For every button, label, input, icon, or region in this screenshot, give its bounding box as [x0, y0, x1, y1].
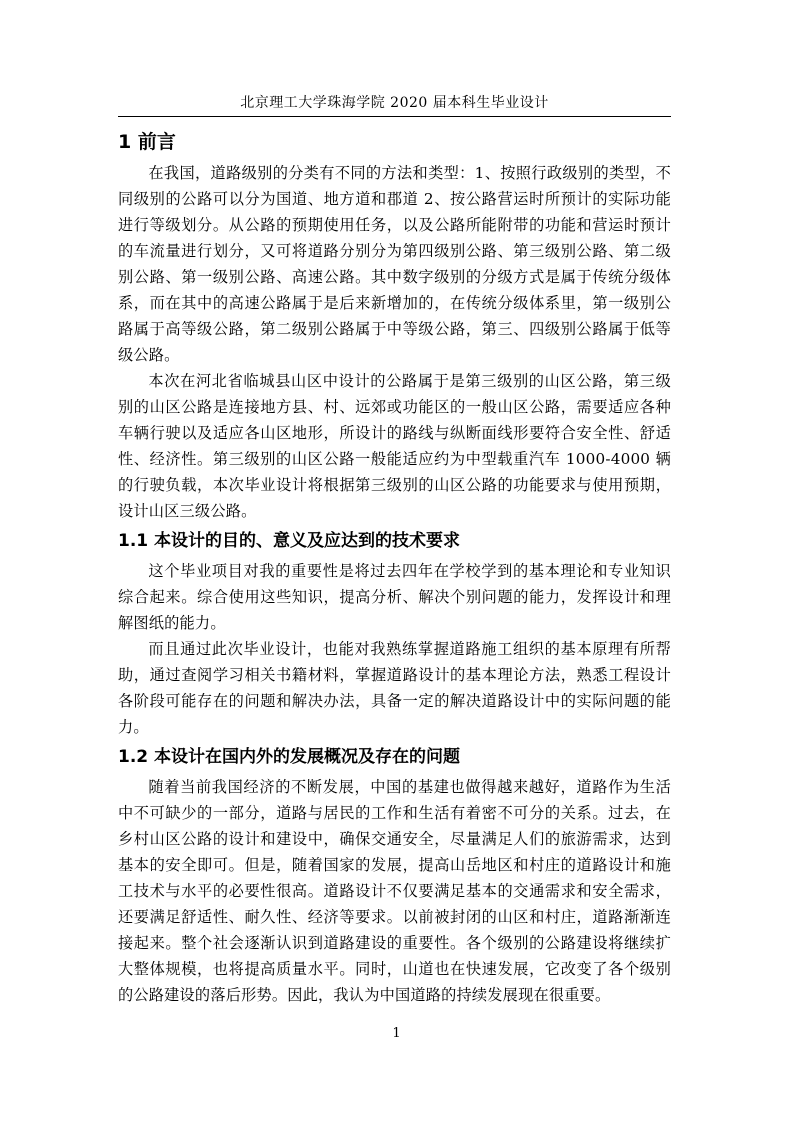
- paragraph: 随着当前我国经济的不断发展，中国的基建也做得越来越好，道路作为生活中不可缺少的一部分，道路与居民的工作和生活有着密不可分的关系。过去，在乡村山区公路的设计和建设中，确保交通安全，尽量满足人们的旅游需求，达到基本的安全即可。但是，随着国家的发展，提高山岳地区和村庄的道路设计和施工技术与水平的必要性很高。道路设计不仅要满足基本的交通需求和安全需求，还要满足舒适性、耐久性、经济等要求。以前被封闭的山区和村庄，道路渐渐连接起来。整个社会逐渐认识到道路建设的重要性。各个级别的公路建设将继续扩大整体规模，也将提高质量水平。同时，山道也在快速发展，它改变了各个级别的公路建设的落后形势。因此，我认为中国道路的持续发展现在很重要。: [118, 778, 671, 1004]
- section-heading-purpose: 1.1 本设计的目的、意义及应达到的技术要求: [118, 531, 461, 551]
- paragraph: 这个毕业项目对我的重要性是将过去四年在学校学到的基本理论和专业知识综合起来。综合使用这些知识，提高分析、解决个别问题的能力，发挥设计和理解图纸的能力。: [118, 562, 671, 632]
- paragraph: 而且通过此次毕业设计，也能对我熟练掌握道路施工组织的基本原理有所帮助，通过查阅学习相关书籍材料，掌握道路设计的基本理论方法，熟悉工程设计各阶段可能存在的问题和解决办法，具备一定的解决道路设计中的实际问题的能力。: [118, 640, 671, 736]
- section-heading-preface: 1 前言: [118, 131, 176, 153]
- paragraph: 在我国，道路级别的分类有不同的方法和类型：1、按照行政级别的类型，不同级别的公路可以分为国道、地方道和郡道 2、按公路营运时所预计的实际功能进行等级划分。从公路的预期使用任务，以及公路所能附带的功能和营运时预计的车流量进行划分，又可将道路分别分为第四级别公路、第三级别公路、第二级别公路、第一级别公路、高速公路。其中数字级别的分级方式是属于传统分级体系，而在其中的高速公路属于是后来新增加的，在传统分级体系里，第一级别公路属于高等级公路，第二级别公路属于中等级公路，第三、四级别公路属于低等级公路。: [118, 164, 671, 364]
- page-header: 北京理工大学珠海学院 2020 届本科生毕业设计: [240, 95, 549, 111]
- document-body: [118, 124, 671, 1008]
- page-number: 1: [392, 1026, 401, 1041]
- paragraph: 本次在河北省临城县山区中设计的公路属于是第三级别的山区公路，第三级别的山区公路是连接地方县、村、远郊或功能区的一般山区公路，需要适应各种车辆行驶以及适应各山区地形，所设计的路线与纵断面线形要符合安全性、舒适性、经济性。第三级别的山区公路一般能适应约为中型载重汽车 1000-4000 辆的行驶负载，本次毕业设计将根据第三级别的山区公路的功能要求与使用预期，设计山区三级公路。: [118, 372, 671, 520]
- header-rule: [118, 116, 671, 117]
- section-heading-development: 1.2 本设计在国内外的发展概况及存在的问题: [118, 747, 461, 767]
